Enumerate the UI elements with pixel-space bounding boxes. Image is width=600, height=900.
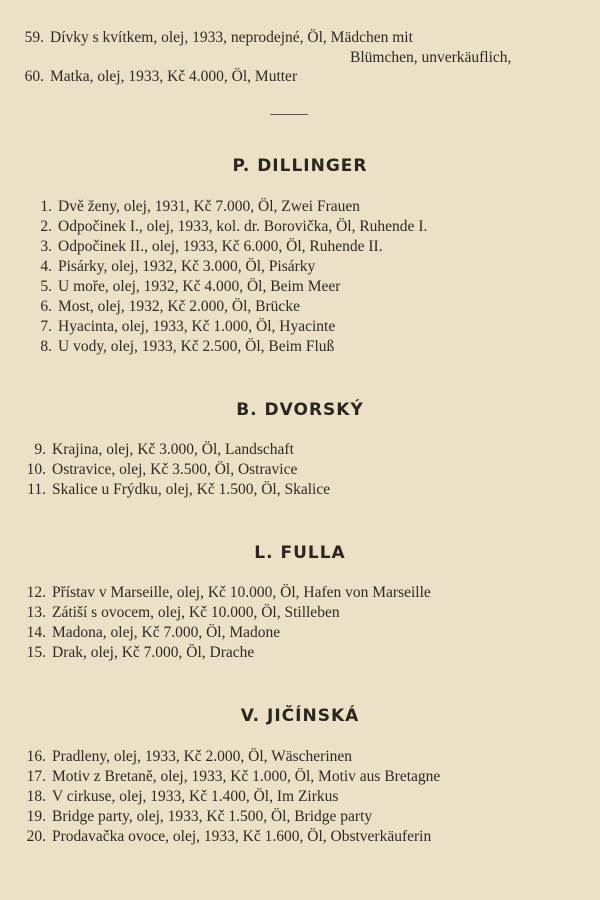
entry-text: Přístav v Marseille, olej, Kč 10.000, Öl, Hafen von Marseille [52, 584, 431, 601]
catalog-entry [20, 237, 383, 257]
section-heading: B. DVORSKÝ [236, 400, 364, 420]
catalog-entry [14, 480, 330, 500]
entry-number: 10. [26, 461, 46, 478]
entry-text: Pisárky, olej, 1932, Kč 3.000, Öl, Pisárky [58, 258, 316, 275]
catalog-entry [14, 807, 372, 827]
catalog-entry [14, 787, 338, 807]
entry-number: 17. [26, 768, 46, 785]
entry-text: Odpočinek I., olej, 1933, kol. dr. Borovička, Öl, Ruhende I. [58, 218, 428, 235]
entry-text: Krajina, olej, Kč 3.000, Öl, Landschaft [52, 441, 294, 458]
entry-number: 15. [26, 644, 46, 661]
entry-number: 1. [40, 198, 52, 215]
entry-number: 11. [27, 481, 46, 498]
catalog-entry [20, 277, 340, 297]
catalog-entry [20, 337, 334, 357]
entry-text: Most, olej, 1932, Kč 2.000, Öl, Brücke [58, 298, 300, 315]
entry-text: Bridge party, olej, 1933, Kč 1.500, Öl, Bridge party [52, 808, 373, 825]
catalog-entry [20, 257, 315, 277]
entry-number: 7. [40, 318, 52, 335]
entry-text: Madona, olej, Kč 7.000, Öl, Madone [52, 624, 281, 641]
entry-number: 8. [40, 338, 52, 355]
entry-text: Matka, olej, 1933, Kč 4.000, Öl, Mutter [50, 68, 298, 85]
entry-text: U vody, olej, 1933, Kč 2.500, Öl, Beim Fluß [58, 338, 335, 355]
entry-text: V cirkuse, olej, 1933, Kč 1.400, Öl, Im Zirkus [52, 788, 339, 805]
catalog-entry [20, 197, 360, 217]
catalog-entry [14, 827, 431, 847]
catalog-entry [20, 317, 335, 337]
entry-text: Motiv z Bretaně, olej, 1933, Kč 1.000, Öl, Motiv aus Bretagne [52, 768, 441, 785]
entry-text: Pradleny, olej, 1933, Kč 2.000, Öl, Wäscherinen [52, 748, 353, 765]
catalog-entry [14, 440, 294, 460]
entry-number: 2. [40, 218, 52, 235]
catalog-entry [14, 623, 280, 643]
entry-continuation: Blümchen, unverkäuflich, [350, 49, 512, 66]
catalog-entry [14, 583, 431, 603]
divider [270, 114, 308, 115]
entry-text: Prodavačka ovoce, olej, 1933, Kč 1.600, Öl, Obstverkäuferin [52, 828, 432, 845]
catalog-entry [14, 643, 254, 663]
catalog-entry [14, 767, 440, 787]
entry-text: Hyacinta, olej, 1933, Kč 1.000, Öl, Hyacinte [58, 318, 336, 335]
entry-number: 4. [40, 258, 52, 275]
entry-number: 14. [26, 624, 46, 641]
entry-text: U moře, olej, 1932, Kč 4.000, Öl, Beim Meer [58, 278, 341, 295]
entry-text: Odpočinek II., olej, 1933, Kč 6.000, Öl, Ruhende II. [58, 238, 383, 255]
entry-number: 5. [40, 278, 52, 295]
section-heading: P. DILLINGER [232, 156, 368, 176]
catalog-entry [14, 603, 340, 623]
entry-text: Dívky s kvítkem, olej, 1933, neprodejné, Öl, Mädchen mit [50, 29, 413, 46]
entry-number: 13. [26, 604, 46, 621]
catalog-entry [14, 460, 297, 480]
entry-number: 60. [24, 68, 44, 85]
entry-number: 59. [24, 29, 44, 46]
section-heading: V. JIČÍNSKÁ [240, 706, 360, 726]
catalog-entry [12, 28, 413, 48]
entry-text: Ostravice, olej, Kč 3.500, Öl, Ostravice [52, 461, 298, 478]
entry-number: 12. [26, 584, 46, 601]
entry-text: Skalice u Frýdku, olej, Kč 1.500, Öl, Skalice [52, 481, 331, 498]
catalog-entry [12, 67, 297, 87]
entry-number: 6. [40, 298, 52, 315]
catalog-entry [20, 217, 427, 237]
entry-text: Dvě ženy, olej, 1931, Kč 7.000, Öl, Zwei Frauen [58, 198, 361, 215]
entry-text: Drak, olej, Kč 7.000, Öl, Drache [52, 644, 255, 661]
entry-number: 9. [34, 441, 46, 458]
entry-text: Zátiší s ovocem, olej, Kč 10.000, Öl, Stilleben [52, 604, 340, 621]
entry-number: 16. [26, 748, 46, 765]
entry-number: 19. [26, 808, 46, 825]
entry-number: 3. [40, 238, 52, 255]
catalog-entry [20, 297, 300, 317]
section-heading: L. FULLA [254, 543, 346, 563]
entry-number: 20. [26, 828, 46, 845]
catalog-entry [14, 747, 352, 767]
entry-number: 18. [26, 788, 46, 805]
